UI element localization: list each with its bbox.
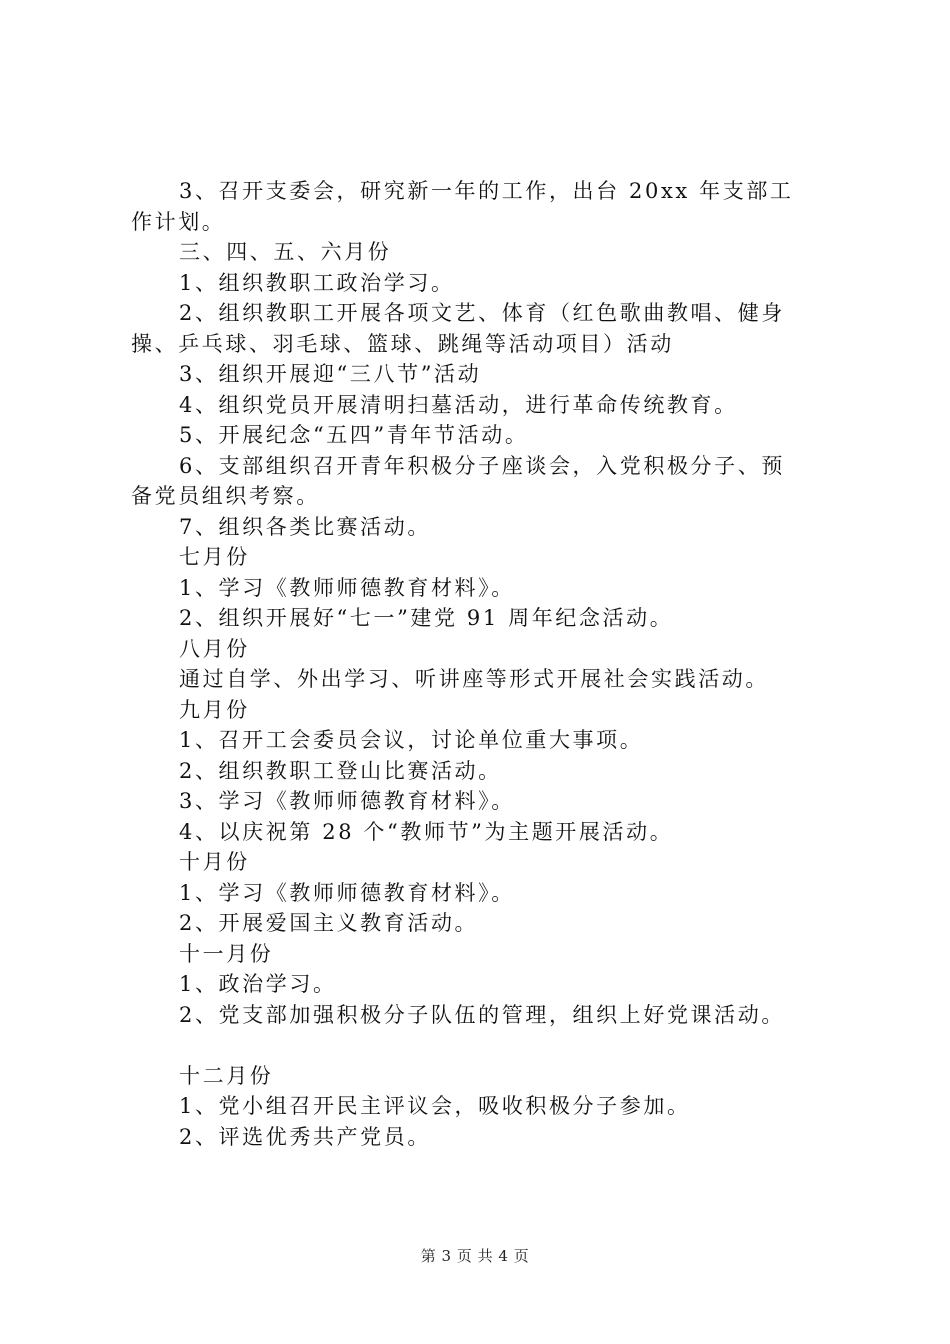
text-line: 三、四、五、六月份 — [179, 240, 392, 264]
text-line: 5、开展纪念“五四”青年节活动。 — [179, 423, 529, 447]
blank-line — [131, 1030, 831, 1061]
text-line: 1、组织教职工政治学习。 — [179, 270, 455, 295]
text-line: 4、组织党员开展清明扫墓活动，进行革命传统教育。 — [179, 392, 738, 417]
text-line: 十二月份 — [179, 1063, 274, 1088]
text-line: 2、开展爱国主义教育活动。 — [179, 911, 479, 935]
text-line: 操、乒乓球、羽毛球、篮球、跳绳等活动项目）活动 — [131, 331, 674, 356]
text-line: 2、组织教职工登山比赛活动。 — [179, 758, 502, 783]
text-line: 1、学习《教师师德教育材料》。 — [179, 575, 515, 600]
text-line: 1、召开工会委员会议，讨论单位重大事项。 — [179, 728, 644, 752]
text-line: 备党员组织考察。 — [131, 484, 320, 508]
page-footer: 第 3 页 共 4 页 — [420, 1247, 530, 1265]
text-line: 7、组织各类比赛活动。 — [179, 514, 431, 539]
text-line: 十一月份 — [179, 941, 274, 966]
text-line: 八月份 — [179, 636, 250, 661]
text-line: 3、学习《教师师德教育材料》。 — [179, 789, 515, 813]
text-line: 七月份 — [179, 545, 250, 569]
text-line: 3、召开支委会，研究新一年的工作，出台 20xx 年支部工 — [179, 179, 794, 203]
text-line: 1、学习《教师师德教育材料》。 — [179, 880, 515, 905]
document-body — [131, 176, 831, 1152]
text-line: 2、组织开展好“七一”建党 91 周年纪念活动。 — [179, 606, 674, 630]
text-line: 3、组织开展迎“三八节”活动 — [179, 362, 482, 386]
text-line: 4、以庆祝第 28 个“教师节”为主题开展活动。 — [179, 819, 674, 844]
text-line: 九月份 — [179, 697, 250, 722]
text-line: 作计划。 — [131, 209, 226, 234]
text-line: 2、评选优秀共产党员。 — [179, 1124, 431, 1149]
text-line: 1、政治学习。 — [179, 972, 337, 996]
text-line: 十月份 — [179, 850, 250, 874]
text-line: 1、党小组召开民主评议会，吸收积极分子参加。 — [179, 1094, 691, 1118]
text-line: 通过自学、外出学习、听讲座等形式开展社会实践活动。 — [179, 667, 769, 691]
text-line: 2、组织教职工开展各项文艺、体育（红色歌曲教唱、健身 — [179, 301, 785, 325]
text-line: 2、党支部加强积极分子队伍的管理，组织上好党课活动。 — [179, 1002, 785, 1027]
text-line: 6、支部组织召开青年积极分子座谈会，入党积极分子、预 — [179, 453, 785, 478]
